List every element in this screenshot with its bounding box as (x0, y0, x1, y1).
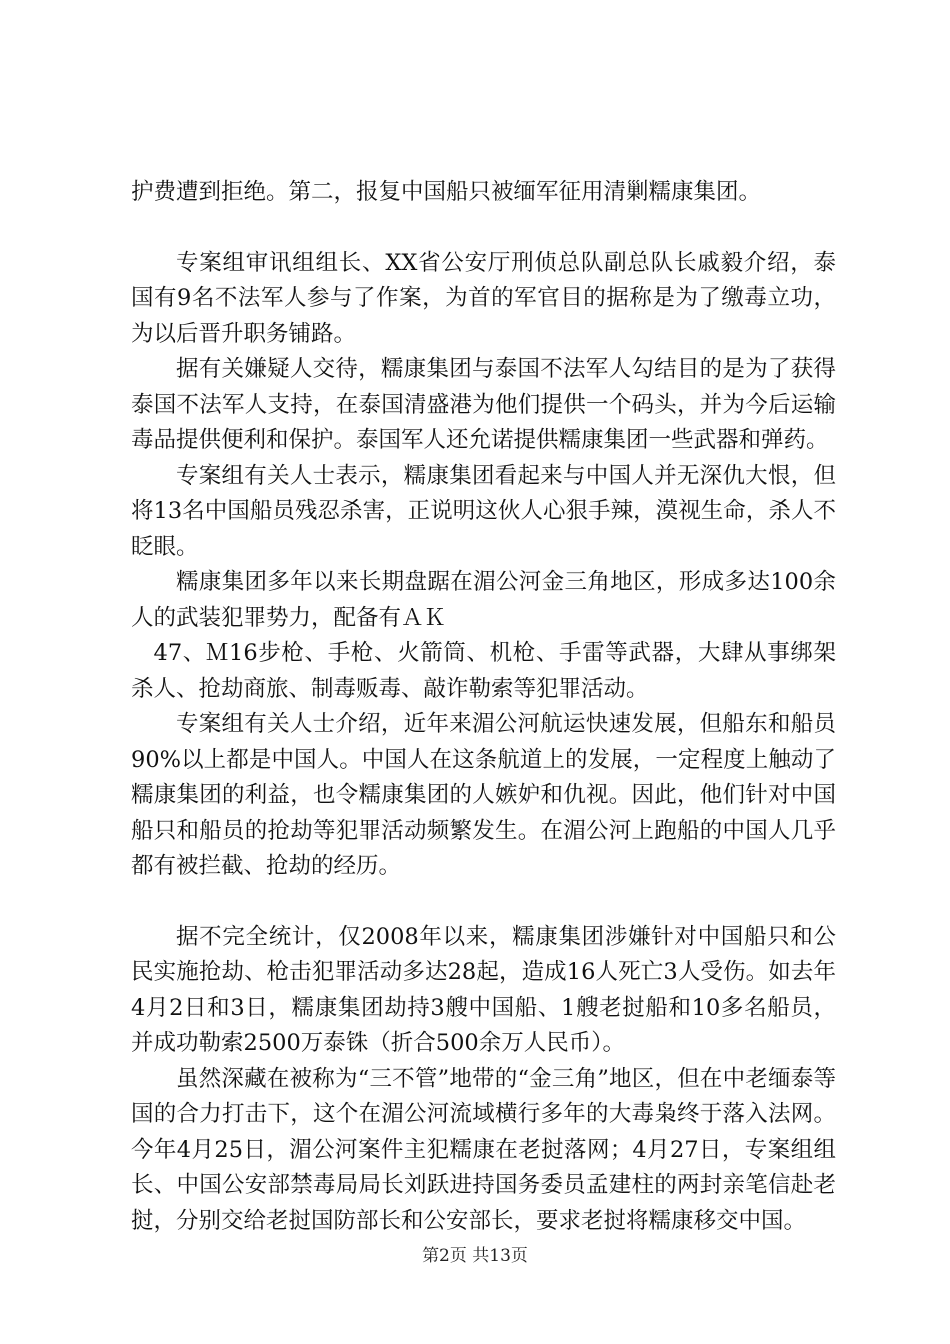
paragraph-4: 专案组有关人士表示，糯康集团看起来与中国人并无深仇大恨，但将13名中国船员残忍杀害，正说明这伙人心狠手辣，漠视生命，杀人不眨眼。 (131, 462, 836, 560)
paragraph-8: 据不完全统计，仅2008年以来，糯康集团涉嫌针对中国船只和公民实施抢劫、枪击犯罪活动多达28起，造成16人死亡3人受伤。如去年4月2日和3日，糯康集团劫持3艘中国船、1艘老挝船和10多名船员，并成功勒索2500万泰铢（折合500余万人民币）。 (131, 923, 836, 1056)
document-body (131, 175, 836, 1239)
paragraph-3: 据有关嫌疑人交待，糯康集团与泰国不法军人勾结目的是为了获得泰国不法军人支持，在泰国清盛港为他们提供一个码头，并为今后运输毒品提供便利和保护。泰国军人还允诺提供糯康集团一些武器和弹药。 (131, 356, 836, 453)
paragraph-5: 糯康集团多年以来长期盘踞在湄公河金三角地区，形成多达100余人的武装犯罪势力，配备有ＡＫ (131, 569, 836, 631)
paragraph-9: 虽然深藏在被称为“三不管”地带的“金三角”地区，但在中老缅泰等国的合力打击下，这个在湄公河流域横行多年的大毒枭终于落入法网。今年4月25日，湄公河案件主犯糯康在老挝落网；4月27日，专案组组长、中国公安部禁毒局局长刘跃进持国务委员孟建柱的两封亲笔信赴老挝，分别交给老挝国防部长和公安部长，要求老挝将糯康移交中国。 (131, 1065, 836, 1234)
paragraph-7: 专案组有关人士介绍，近年来湄公河航运快速发展，但船东和船员90%以上都是中国人。中国人在这条航道上的发展，一定程度上触动了糯康集团的利益，也令糯康集团的人嫉妒和仇视。因此，他们针对中国船只和船员的抢劫等犯罪活动频繁发生。在湄公河上跑船的中国人几乎都有被拦截、抢劫的经历。 (131, 711, 836, 879)
paragraph-1: 护费遭到拒绝。第二，报复中国船只被缅军征用清剿糯康集团。 (131, 179, 762, 205)
page-number-footer: 第2页 共13页 (422, 1246, 528, 1266)
paragraph-2: 专案组审讯组组长、XX省公安厅刑侦总队副总队长戚毅介绍，泰国有9名不法军人参与了作案，为首的军官目的据称是为了缴毒立功，为以后晋升职务铺路。 (131, 249, 836, 347)
paragraph-6: 47、Ｍ16步枪、手枪、火箭筒、机枪、手雷等武器，大肆从事绑架杀人、抢劫商旅、制毒贩毒、敲诈勒索等犯罪活动。 (131, 640, 836, 702)
